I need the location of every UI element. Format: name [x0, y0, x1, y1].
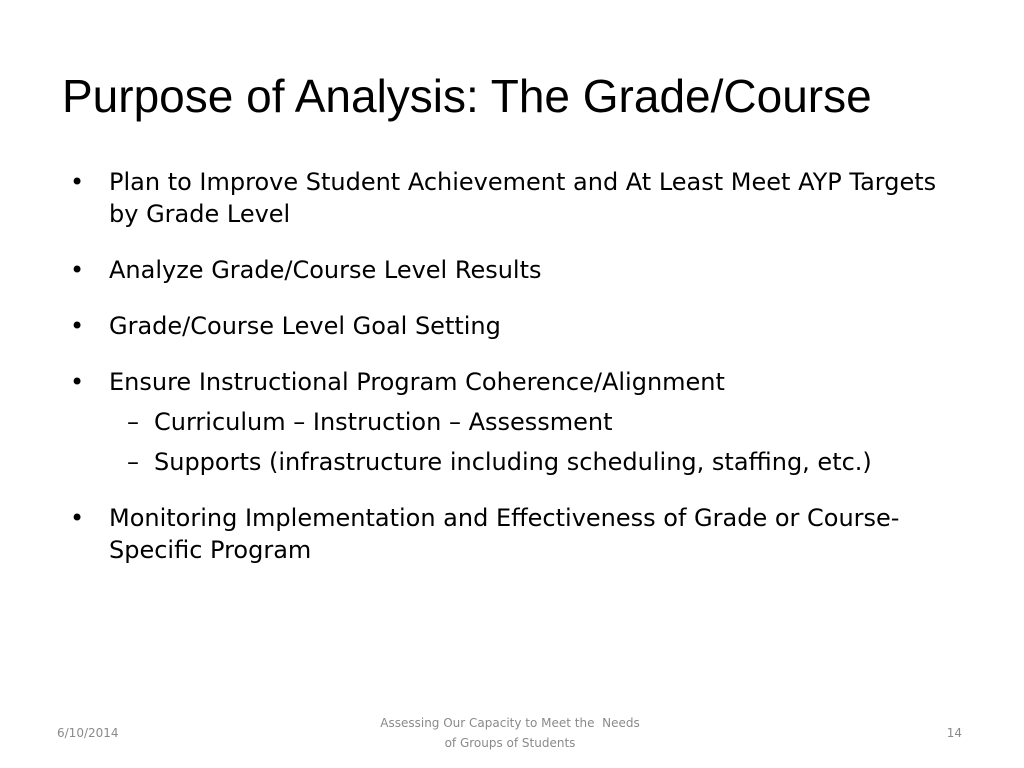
sub-bullet-item — [70, 406, 950, 438]
bullet-marker: • — [70, 368, 85, 396]
sub-bullet-item — [70, 446, 950, 478]
bullet-item — [70, 502, 950, 566]
footer-title-line-2: of Groups of Students — [444, 736, 576, 750]
bullet-text: Monitoring Implementation and Effectiveness of Grade or Course-Specific Program — [109, 504, 900, 564]
bullet-marker: • — [70, 504, 85, 532]
bullet-list — [70, 166, 950, 590]
sub-bullet-text: Supports (infrastructure including scheduling, staffing, etc.) — [154, 448, 872, 476]
bullet-text: Ensure Instructional Program Coherence/Alignment — [109, 368, 725, 396]
footer-title-line-1: Assessing Our Capacity to Meet the Needs — [380, 716, 640, 730]
bullet-marker: • — [70, 312, 85, 340]
bullet-item — [70, 166, 950, 230]
bullet-item — [70, 366, 950, 398]
footer-date: 6/10/2014 — [57, 726, 119, 740]
bullet-item — [70, 254, 950, 286]
bullet-marker: • — [70, 168, 85, 196]
bullet-text: Plan to Improve Student Achievement and At Least Meet AYP Targets by Grade Level — [109, 168, 937, 228]
bullet-marker: • — [70, 256, 85, 284]
bullet-text: Grade/Course Level Goal Setting — [109, 312, 501, 340]
sub-bullet-marker: – — [127, 408, 139, 436]
bullet-item — [70, 310, 950, 342]
footer-title — [350, 713, 670, 753]
sub-bullet-text: Curriculum – Instruction – Assessment — [154, 408, 613, 436]
page-number: 14 — [946, 726, 962, 740]
sub-bullet-marker: – — [127, 448, 139, 476]
bullet-text: Analyze Grade/Course Level Results — [109, 256, 542, 284]
slide-title: Purpose of Analysis: The Grade/Course — [62, 70, 872, 122]
